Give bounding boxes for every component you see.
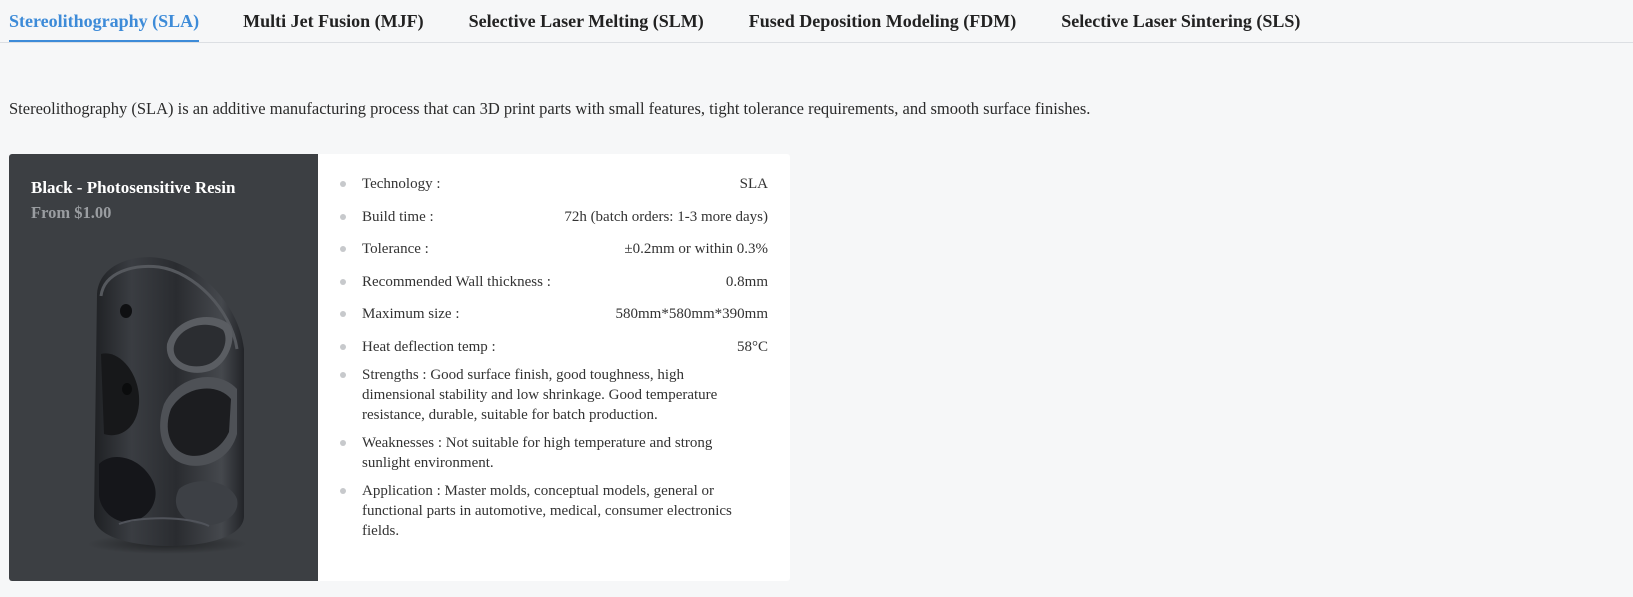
spec-label: Recommended Wall thickness : — [362, 273, 551, 290]
spec-label: Maximum size : — [362, 306, 460, 322]
bullet-icon — [340, 246, 346, 252]
process-description: Stereolithography (SLA) is an additive manufacturing process that can 3D print parts with small features, tight tolerance requirements, and smooth surface finishes. — [9, 99, 1091, 118]
tab-mjf[interactable]: Multi Jet Fusion (MJF) — [243, 11, 424, 31]
spec-value: 58°C — [736, 338, 768, 355]
spec-label: Build time : — [362, 208, 434, 225]
detail-application — [340, 481, 768, 541]
process-tabs — [0, 0, 1633, 43]
detail-weaknesses — [340, 433, 768, 473]
bullet-icon — [340, 488, 346, 494]
spec-value: 580mm*580mm*390mm — [615, 306, 768, 322]
bullet-icon — [340, 279, 346, 285]
detail-text: Weaknesses : Not suitable for high temperature and strong sunlight environment. — [362, 434, 713, 471]
spec-value: 0.8mm — [725, 273, 768, 290]
material-name: Black - Photosensitive Resin — [31, 178, 236, 197]
spec-list — [318, 154, 790, 581]
bullet-icon — [340, 440, 346, 446]
spec-label: Heat deflection temp : — [362, 338, 496, 355]
tab-fdm[interactable]: Fused Deposition Modeling (FDM) — [748, 11, 1017, 31]
spec-technology — [340, 174, 768, 207]
spec-wall-thickness — [340, 272, 768, 305]
spec-label: Technology : — [362, 176, 441, 192]
bullet-icon — [340, 214, 346, 220]
bullet-icon — [340, 372, 346, 378]
spec-maximum-size — [340, 304, 768, 337]
spec-tolerance — [340, 239, 768, 272]
detail-strengths — [340, 365, 768, 425]
spec-value: ±0.2mm or within 0.3% — [624, 241, 768, 257]
spec-label: Tolerance : — [362, 241, 429, 257]
spec-build-time — [340, 207, 768, 240]
material-image-panel — [9, 154, 318, 581]
tab-sls[interactable]: Selective Laser Sintering (SLS) — [1061, 11, 1301, 31]
detail-text: Strengths : Good surface finish, good toughness, high dimensional stability and low shrinkage. Good temperature resistance, durable, suitable for batch production. — [362, 366, 718, 423]
tab-slm[interactable]: Selective Laser Melting (SLM) — [468, 11, 704, 31]
material-price: From $1.00 — [31, 203, 112, 222]
bullet-icon — [340, 181, 346, 187]
detail-text: Application : Master molds, conceptual models, general or functional parts in automotive, medical, consumer electronics fields. — [362, 482, 732, 539]
material-card — [9, 154, 790, 581]
spec-heat-deflection — [340, 337, 768, 365]
bullet-icon — [340, 311, 346, 317]
tab-sla[interactable]: Stereolithography (SLA) — [9, 0, 199, 42]
bullet-icon — [340, 344, 346, 350]
black-resin-cylinder-part-icon — [79, 254, 254, 554]
spec-value: 72h (batch orders: 1-3 more days) — [564, 208, 768, 225]
spec-value: SLA — [739, 176, 768, 192]
